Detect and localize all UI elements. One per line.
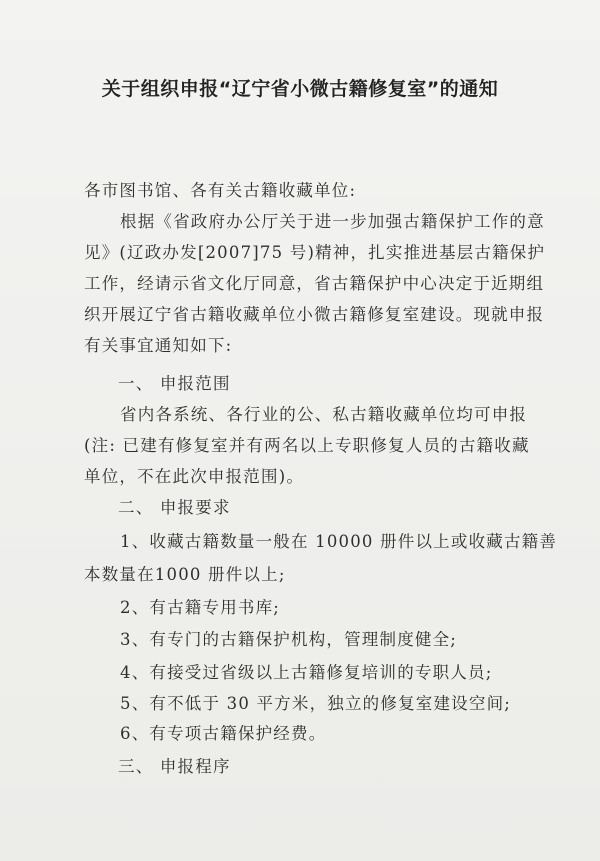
requirement-item-6: 6、有专项古籍保护经费。	[120, 724, 327, 743]
requirement-item-2: 2、有古籍专用书库;	[120, 598, 281, 617]
intro-line: 织开展辽宁省古籍收藏单位小微古籍修复室建设。现就申报	[84, 305, 545, 324]
section-heading-procedure: 三、 申报程序	[118, 757, 231, 776]
intro-line: 见》(辽政办发[2007]75 号)精神，扎实推进基层古籍保护	[84, 243, 546, 262]
notice-title: 关于组织申报“辽宁省小微古籍修复室”的通知	[101, 78, 499, 100]
requirement-item-1-cont: 本数量在1000 册件以上;	[84, 565, 286, 584]
section-heading-requirements: 二、 申报要求	[118, 498, 231, 517]
requirement-item-3: 3、有专门的古籍保护机构，管理制度健全;	[120, 630, 458, 649]
requirement-item-4: 4、有接受过省级以上古籍修复培训的专职人员;	[120, 663, 493, 682]
intro-line: 工作，经请示省文化厅同意，省古籍保护中心决定于近期组	[84, 274, 545, 293]
scope-line: 省内各系统、各行业的公、私古籍收藏单位均可申报	[120, 405, 528, 424]
requirement-item-5: 5、有不低于 30 平方米，独立的修复室建设空间;	[120, 694, 512, 713]
intro-line: 根据《省政府办公厅关于进一步加强古籍保护工作的意	[120, 212, 545, 231]
salutation: 各市图书馆、各有关古籍收藏单位:	[84, 181, 357, 200]
requirement-item-1: 1、收藏古籍数量一般在 10000 册件以上或收藏古籍善	[120, 532, 558, 551]
section-heading-scope: 一、 申报范围	[118, 374, 231, 393]
scope-line: (注: 已建有修复室并有两名以上专职修复人员的古籍收藏	[84, 436, 530, 455]
intro-line: 有关事宜通知如下:	[84, 336, 233, 355]
scope-line: 单位，不在此次申报范围)。	[84, 467, 305, 486]
